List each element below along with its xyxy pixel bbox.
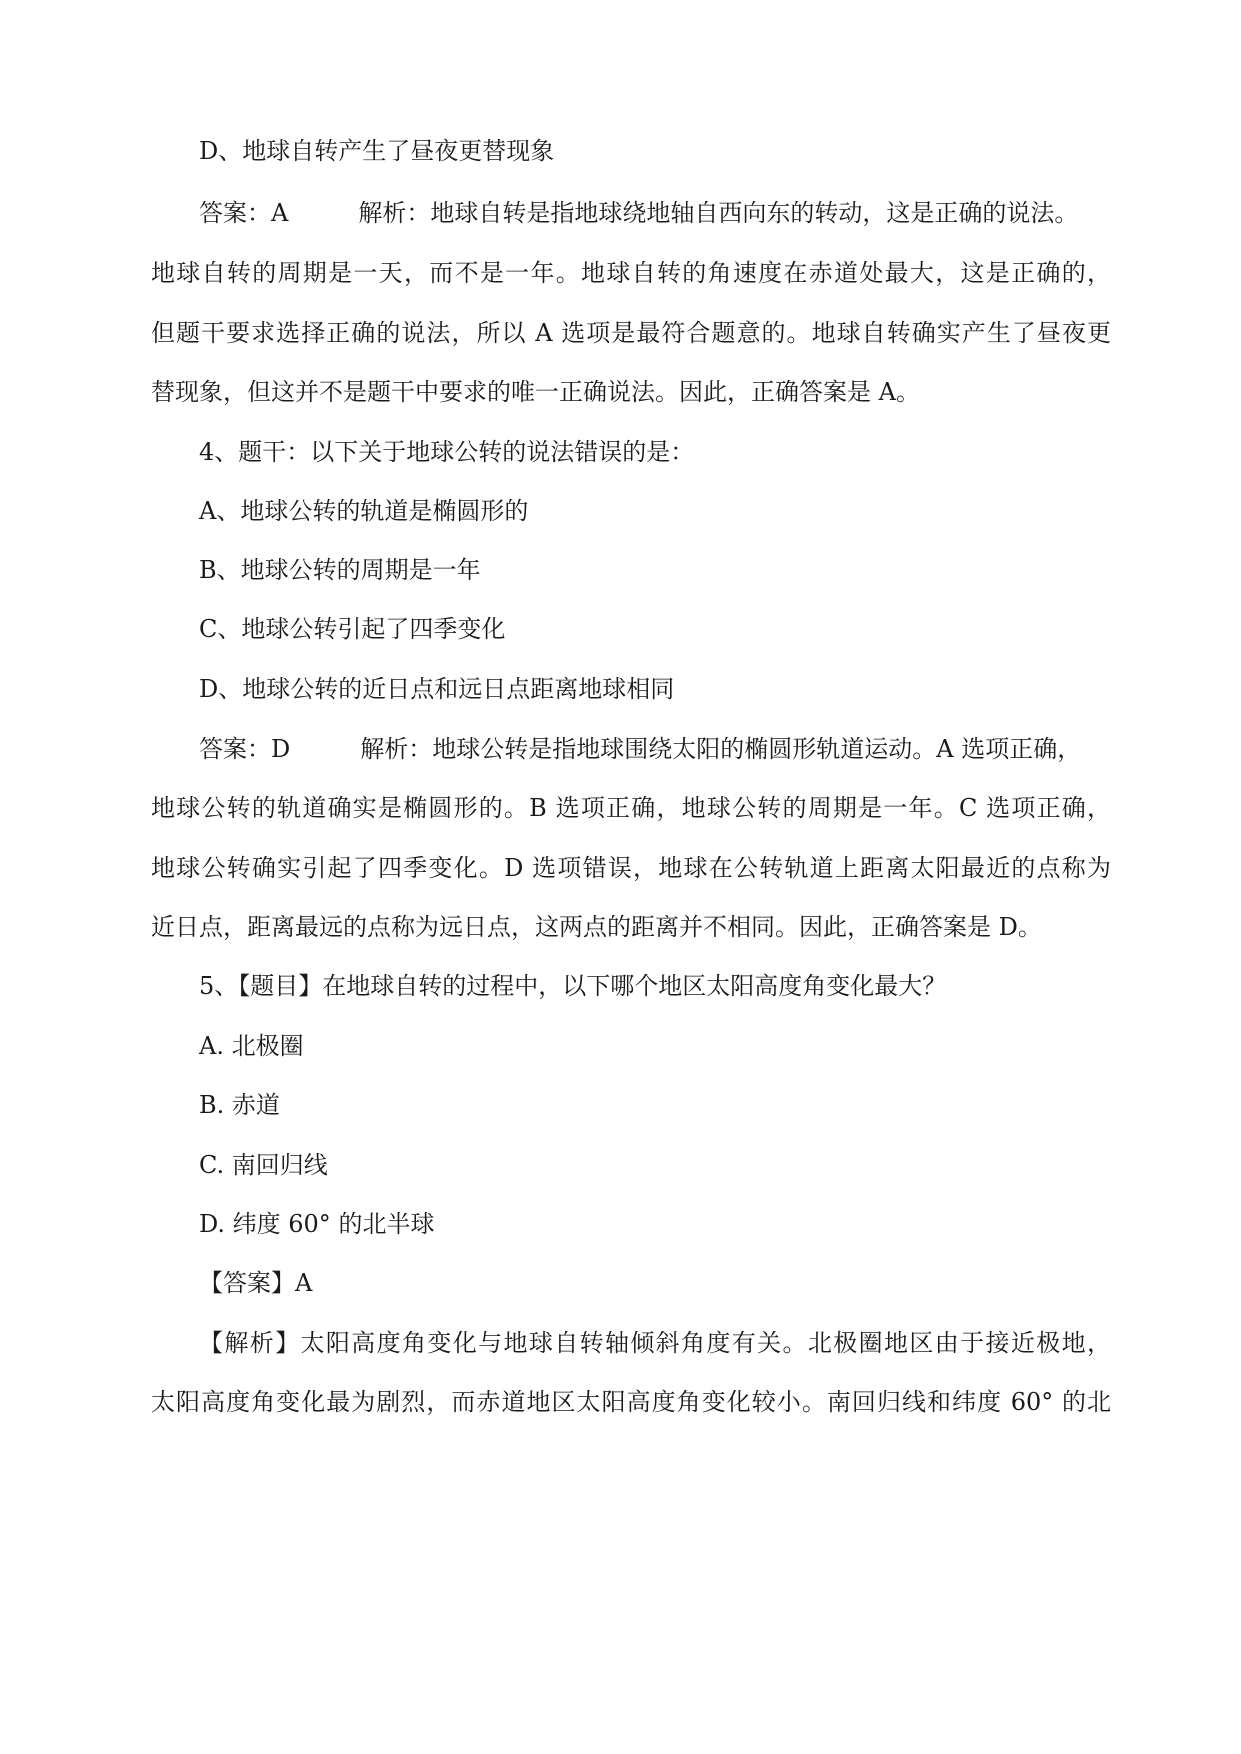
q4-option-b: B、地球公转的周期是一年 xyxy=(199,556,481,584)
q5-option-c: C. 南回归线 xyxy=(199,1151,328,1179)
q3-option-d: D、地球自转产生了昼夜更替现象 xyxy=(199,137,555,165)
q5-analysis-line: 【解析】太阳高度角变化与地球自转轴倾斜角度有关。北极圈地区由于接近极地， xyxy=(199,1329,1111,1357)
q5-stem: 5、【题目】在地球自转的过程中，以下哪个地区太阳高度角变化最大？ xyxy=(199,972,947,1000)
q3-analysis-line: 但题干要求选择正确的说法，所以 A 选项是最符合题意的。地球自转确实产生了昼夜更 xyxy=(151,319,1111,347)
q5-analysis-line: 太阳高度角变化最为剧烈，而赤道地区太阳高度角变化较小。南回归线和纬度 60° 的北 xyxy=(151,1388,1111,1416)
q4-option-c: C、地球公转引起了四季变化 xyxy=(199,615,506,643)
q4-analysis-line: 地球公转确实引起了四季变化。D 选项错误，地球在公转轨道上距离太阳最近的点称为 xyxy=(151,854,1111,882)
q4-analysis-first: 解析：地球公转是指地球围绕太阳的椭圆形轨道运动。A 选项正确， xyxy=(360,735,1082,763)
q3-answer-label: 答案：A xyxy=(199,199,289,227)
q5-option-b: B. 赤道 xyxy=(199,1091,280,1119)
q5-answer: 【答案】A xyxy=(199,1269,313,1297)
q4-stem: 4、题干：以下关于地球公转的说法错误的是： xyxy=(199,438,695,466)
q4-analysis-line: 地球公转的轨道确实是椭圆形的。B 选项正确，地球公转的周期是一年。C 选项正确， xyxy=(151,794,1111,822)
q5-option-a: A. 北极圈 xyxy=(199,1032,304,1060)
q4-answer-label: 答案：D xyxy=(199,735,291,763)
q4-answer-line xyxy=(199,732,1159,766)
q3-answer-line xyxy=(199,196,1159,230)
q4-analysis-line: 近日点，距离最远的点称为远日点，这两点的距离并不相同。因此，正确答案是 D。 xyxy=(151,913,1042,941)
q3-analysis-first: 解析：地球自转是指地球绕地轴自西向东的转动，这是正确的说法。 xyxy=(358,199,1079,227)
q4-option-a: A、地球公转的轨道是椭圆形的 xyxy=(199,497,529,525)
q3-analysis-line: 地球自转的周期是一天，而不是一年。地球自转的角速度在赤道处最大，这是正确的， xyxy=(151,259,1111,287)
q4-option-d: D、地球公转的近日点和远日点距离地球相同 xyxy=(199,675,675,703)
q3-analysis-line: 替现象，但这并不是题干中要求的唯一正确说法。因此，正确答案是 A。 xyxy=(151,378,920,406)
q5-option-d: D. 纬度 60° 的北半球 xyxy=(199,1210,435,1238)
